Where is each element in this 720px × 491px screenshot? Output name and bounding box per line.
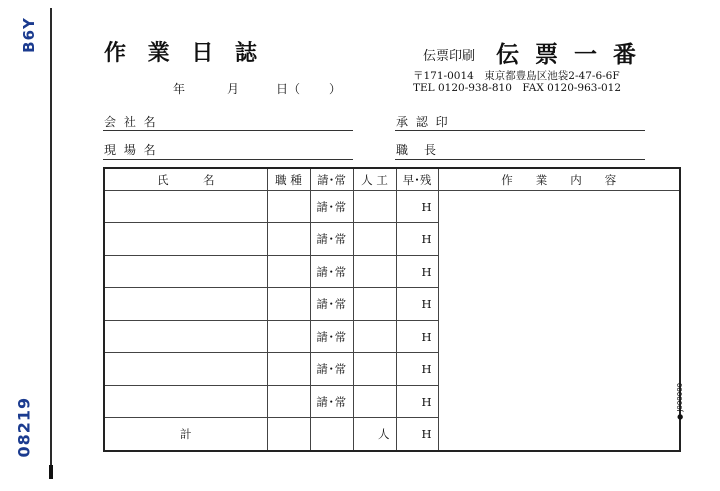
header-contract: 請･常 bbox=[310, 168, 353, 191]
foreman-underline[interactable] bbox=[395, 159, 645, 160]
site-label: 現 場 名 bbox=[104, 143, 158, 157]
hour-cell[interactable]: H bbox=[396, 223, 438, 255]
trade-cell[interactable] bbox=[267, 288, 310, 320]
table-row bbox=[104, 191, 680, 223]
contract-cell[interactable]: 請･常 bbox=[310, 288, 353, 320]
contract-cell[interactable]: 請･常 bbox=[310, 385, 353, 417]
name-cell[interactable] bbox=[104, 223, 267, 255]
trade-cell[interactable] bbox=[267, 223, 310, 255]
header-work-content: 作 業 内 容 bbox=[438, 168, 680, 191]
company-underline[interactable] bbox=[103, 130, 353, 131]
total-hour-cell[interactable]: H bbox=[396, 418, 438, 451]
total-trade-cell[interactable] bbox=[267, 418, 310, 451]
page-title: 作 業 日 誌 bbox=[104, 40, 264, 66]
trade-cell[interactable] bbox=[267, 385, 310, 417]
date-day-label: 日（ bbox=[276, 82, 301, 96]
name-cell[interactable] bbox=[104, 288, 267, 320]
name-cell[interactable] bbox=[104, 255, 267, 287]
hour-cell[interactable]: H bbox=[396, 385, 438, 417]
trade-cell[interactable] bbox=[267, 191, 310, 223]
manday-cell[interactable] bbox=[353, 223, 396, 255]
header-name: 氏 名 bbox=[104, 168, 267, 191]
name-cell[interactable] bbox=[104, 320, 267, 352]
brand-address-block bbox=[413, 70, 621, 94]
form-side-code: ● J000000 bbox=[676, 382, 684, 420]
brand-address: 〒171-0014 東京都豊島区池袋2-47-6-6F bbox=[413, 70, 620, 82]
foreman-label: 職 長 bbox=[396, 143, 439, 157]
hour-cell[interactable]: H bbox=[396, 191, 438, 223]
header-trade: 職 種 bbox=[267, 168, 310, 191]
date-weekday-close: ） bbox=[329, 82, 342, 96]
manday-cell[interactable] bbox=[353, 191, 396, 223]
total-label: 計 bbox=[104, 418, 267, 451]
manday-cell[interactable] bbox=[353, 353, 396, 385]
hour-cell[interactable]: H bbox=[396, 353, 438, 385]
date-month-label: 月 bbox=[227, 82, 240, 96]
hour-cell[interactable]: H bbox=[396, 255, 438, 287]
trade-cell[interactable] bbox=[267, 255, 310, 287]
date-year-label: 年 bbox=[173, 82, 186, 96]
form-code: B6Y bbox=[19, 17, 38, 53]
contract-cell[interactable]: 請･常 bbox=[310, 353, 353, 385]
total-people-cell[interactable]: 人 bbox=[353, 418, 396, 451]
company-label: 会 社 名 bbox=[104, 115, 158, 129]
brand-phone: TEL 0120-938-810 FAX 0120-963-012 bbox=[413, 82, 622, 94]
manday-cell[interactable] bbox=[353, 288, 396, 320]
name-cell[interactable] bbox=[104, 191, 267, 223]
trade-cell[interactable] bbox=[267, 353, 310, 385]
work-log-table bbox=[103, 167, 681, 452]
manday-cell[interactable] bbox=[353, 255, 396, 287]
header-manday: 人 工 bbox=[353, 168, 396, 191]
tear-stub bbox=[0, 0, 52, 491]
manday-cell[interactable] bbox=[353, 320, 396, 352]
hour-cell[interactable]: H bbox=[396, 288, 438, 320]
brand-prefix: 伝票印刷 bbox=[423, 49, 476, 64]
stub-divider bbox=[50, 8, 52, 470]
name-cell[interactable] bbox=[104, 353, 267, 385]
trade-cell[interactable] bbox=[267, 320, 310, 352]
contract-cell[interactable]: 請･常 bbox=[310, 223, 353, 255]
approval-label: 承 認 印 bbox=[396, 115, 450, 129]
stub-tick bbox=[49, 465, 53, 479]
contract-cell[interactable]: 請･常 bbox=[310, 191, 353, 223]
hour-cell[interactable]: H bbox=[396, 320, 438, 352]
total-contract-cell[interactable] bbox=[310, 418, 353, 451]
name-cell[interactable] bbox=[104, 385, 267, 417]
serial-number: 08219 bbox=[14, 396, 34, 458]
contract-cell[interactable]: 請･常 bbox=[310, 320, 353, 352]
manday-cell[interactable] bbox=[353, 385, 396, 417]
work-content-cell[interactable] bbox=[438, 191, 680, 452]
header-early-overtime: 早･残 bbox=[396, 168, 438, 191]
approval-underline[interactable] bbox=[395, 130, 645, 131]
site-underline[interactable] bbox=[103, 159, 353, 160]
table-header-row bbox=[104, 168, 680, 191]
contract-cell[interactable]: 請･常 bbox=[310, 255, 353, 287]
brand-name: 伝 票 一 番 bbox=[496, 41, 641, 68]
